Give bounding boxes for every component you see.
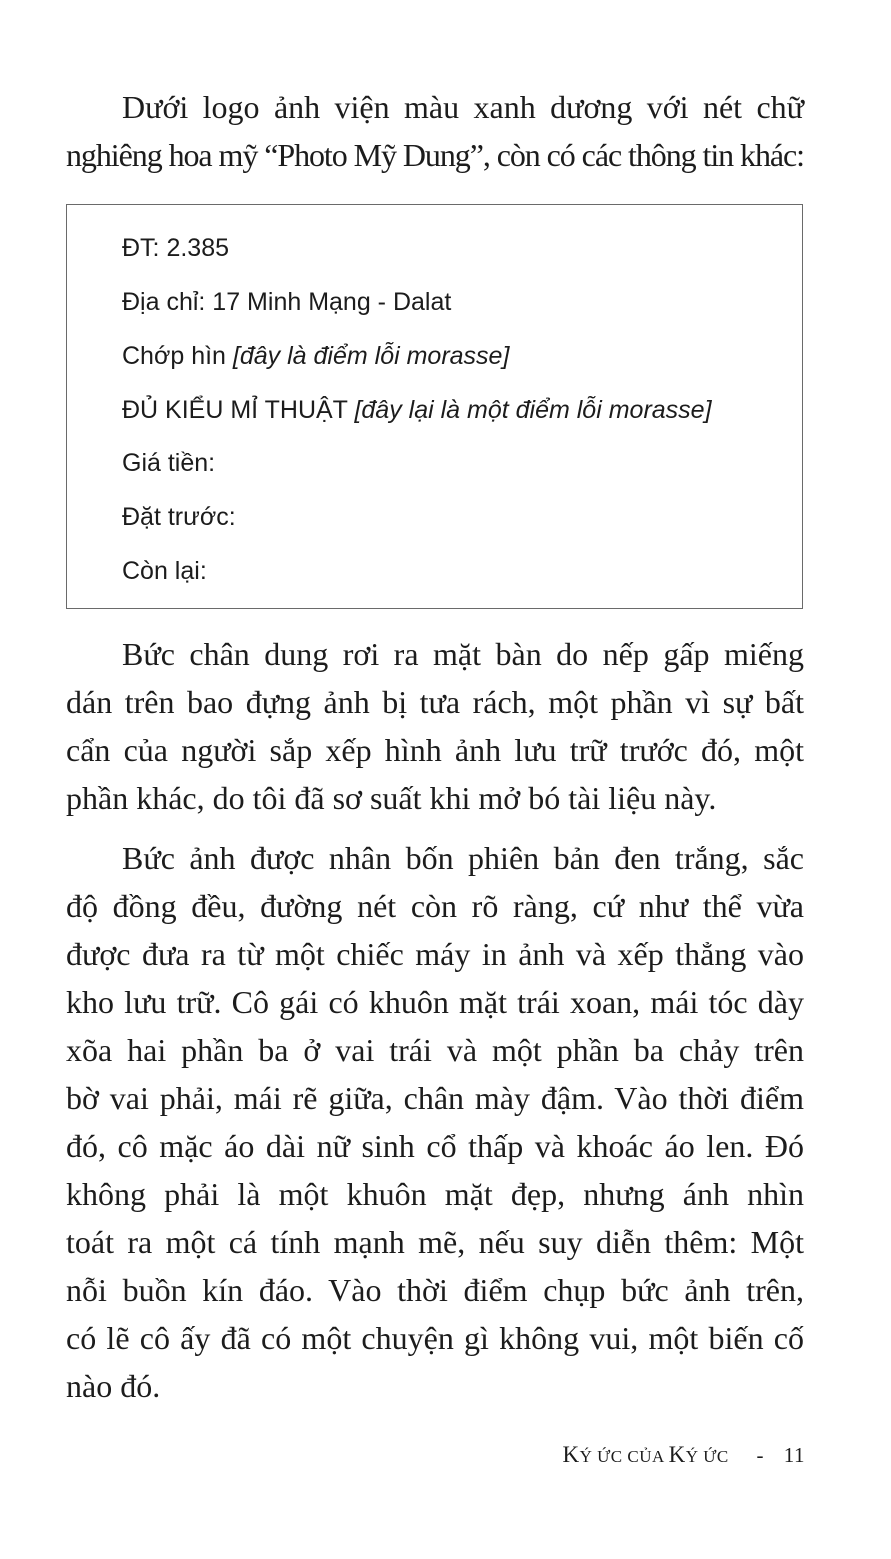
text-line: không phải là một khuôn mặt đẹp, nhưng ánh nhìn (66, 1176, 804, 1212)
info-note: [đây lại là một điểm lỗi morasse] (354, 396, 712, 424)
info-row-du-kieu (122, 394, 712, 426)
info-note: [đây là điểm lỗi morasse] (232, 342, 510, 370)
info-text: Chớp hìn (122, 342, 233, 370)
text-line: kho lưu trữ. Cô gái có khuôn mặt trái xoan, mái tóc dày (66, 984, 804, 1020)
info-text: ĐỦ KIỂU MỈ THUẬT (122, 396, 355, 424)
text-line: nghiêng hoa mỹ “Photo Mỹ Dung”, còn có các thông tin khác: (66, 137, 805, 173)
text-line: độ đồng đều, đường nét còn rõ ràng, cứ như thể vừa (66, 888, 804, 924)
info-row-remaining (122, 555, 207, 587)
info-row-deposit (122, 501, 236, 533)
text-line: cẩn của người sắp xếp hình ảnh lưu trữ trước đó, một (66, 732, 804, 768)
text-line: Dưới logo ảnh viện màu xanh dương với nét chữ (122, 89, 804, 125)
intro-paragraph (66, 83, 804, 179)
info-row-price (122, 447, 215, 479)
running-footer (562, 1440, 805, 1472)
info-row-phone (122, 232, 229, 264)
text-line: được đưa ra từ một chiếc máy in ảnh và xếp thẳng vào (66, 936, 804, 972)
text-line: Bức chân dung rơi ra mặt bàn do nếp gấp miếng (122, 636, 804, 672)
body-paragraph-1 (66, 630, 804, 822)
text-line: Bức ảnh được nhân bốn phiên bản đen trắng, sắc (122, 840, 804, 876)
photo-studio-info-box (66, 204, 803, 609)
text-line: dán trên bao đựng ảnh bị tưa rách, một phần vì sự bất (66, 684, 804, 720)
info-text: Địa chỉ: 17 Minh Mạng - Dalat (122, 288, 452, 316)
text-line: bờ vai phải, mái rẽ giữa, chân mày đậm. Vào thời điểm (66, 1080, 804, 1116)
info-text: Đặt trước: (122, 503, 236, 531)
info-row-chop-hin (122, 340, 509, 372)
footer-separator: - (756, 1443, 765, 1467)
text-line: toát ra một cá tính mạnh mẽ, nếu suy diễn thêm: Một (66, 1224, 804, 1260)
body-paragraph-2 (66, 834, 804, 1410)
info-text: Giá tiền: (122, 449, 216, 477)
book-title: KÝ ỨC CỦA KÝ ỨC (562, 1442, 729, 1467)
info-row-address (122, 286, 451, 318)
page-number: 11 (783, 1443, 805, 1467)
text-line: nỗi buồn kín đáo. Vào thời điểm chụp bức ảnh trên, (66, 1272, 804, 1308)
text-line: nào đó. (66, 1368, 161, 1404)
text-line: có lẽ cô ấy đã có một chuyện gì không vui, một biến cố (66, 1320, 804, 1356)
text-line: xõa hai phần ba ở vai trái và một phần ba chảy trên (66, 1032, 804, 1068)
text-line: đó, cô mặc áo dài nữ sinh cổ thấp và khoác áo len. Đó (66, 1128, 804, 1164)
info-text: ĐT: 2.385 (122, 234, 230, 262)
info-text: Còn lại: (122, 557, 207, 585)
text-line: phần khác, do tôi đã sơ suất khi mở bó tài liệu này. (66, 780, 717, 816)
